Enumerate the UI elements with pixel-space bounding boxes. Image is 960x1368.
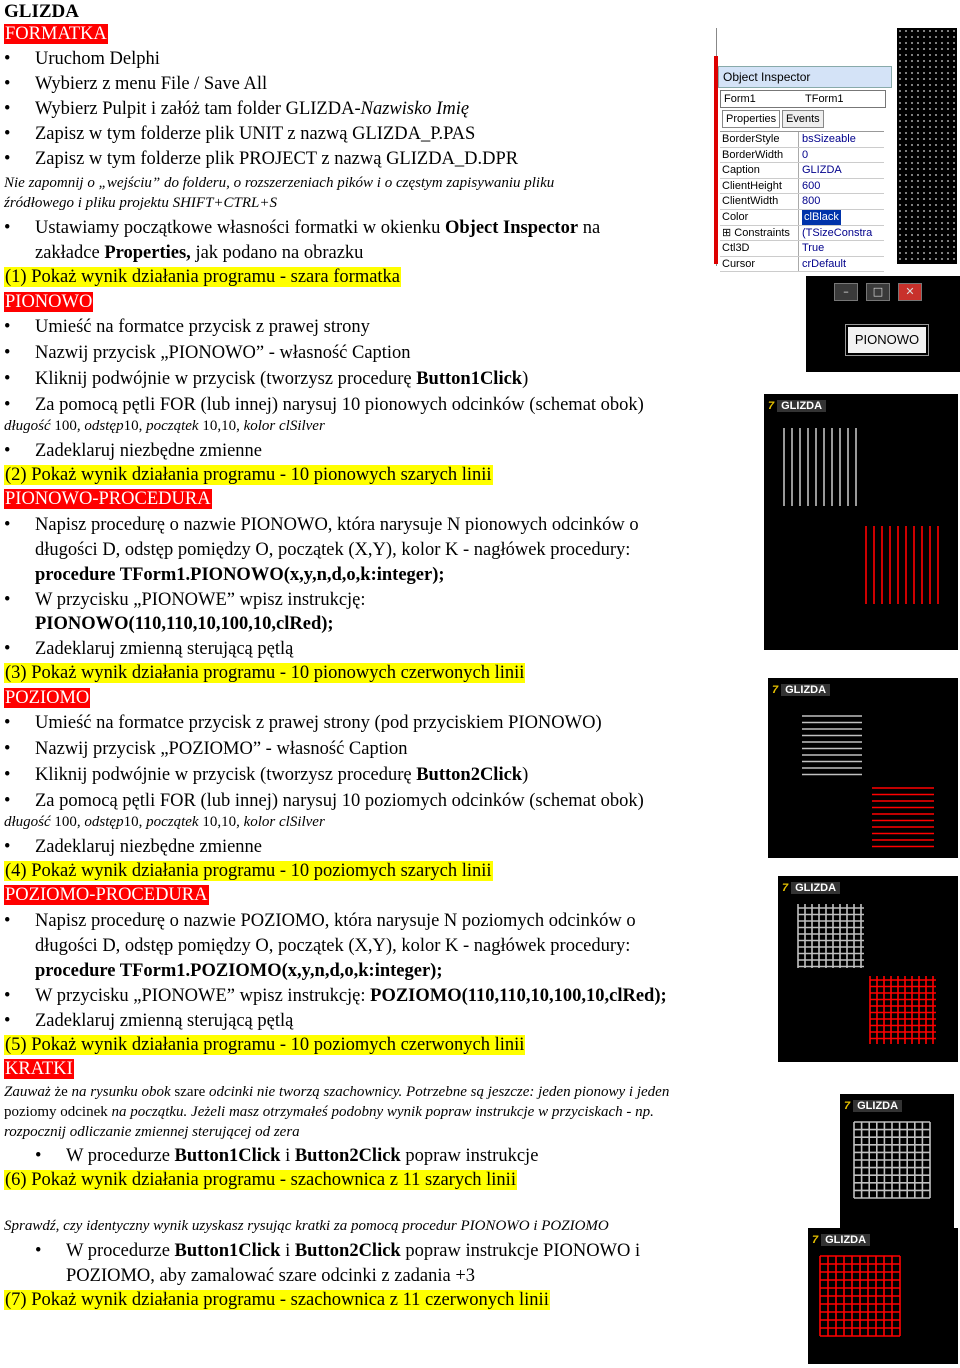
property-value[interactable]: crDefault [802, 257, 847, 270]
window-caption: GLIZDA [853, 1100, 902, 1112]
list-item-italic: Nazwisko Imię [360, 99, 470, 119]
note: Nie zapomnij o „wejściu” do folderu, o rozszerzeniach pików i o częstym zapisywaniu pliku [4, 175, 555, 191]
property-name: ClientWidth [722, 194, 799, 209]
list-item: Nazwij przycisk „PIONOWO” - własność Caption [35, 343, 411, 363]
list-item: Zadeklaruj niezbędne zmienne [35, 837, 263, 857]
section-pionowo: PIONOWO [5, 292, 93, 312]
text: zakładce [35, 243, 105, 263]
text: i [280, 1241, 295, 1261]
window-caption: GLIZDA [777, 400, 826, 412]
text: jak podano na obrazku [190, 243, 364, 263]
list-item: Za pomocą pętli FOR (lub innej) narysuj 10 poziomych odcinków (schemat obok) [35, 791, 644, 811]
window-caption: GLIZDA [791, 882, 840, 894]
property-value[interactable]: clBlack [804, 210, 839, 223]
pionowo-button[interactable]: PIONOWO [846, 325, 928, 355]
property-name: Color [722, 210, 799, 225]
property-row[interactable] [720, 241, 884, 257]
combo-left: Form1 [724, 93, 756, 105]
list-item: Ustawiamy początkowe własności formatki w okienku [35, 218, 445, 238]
list-item: Zapisz w tym folderze plik UNIT z nazwą GLIZDA_P.PAS [35, 124, 476, 144]
task-highlight: (5) Pokaż wynik działania programu - 10 poziomych czerwonych linii [5, 1035, 525, 1055]
bold-text: Button2Click [294, 1241, 401, 1261]
note: Zauważ że na rysunku obok szare odcinki nie tworzą szachownicy. Potrzebne są jeszcze: jeden pionowy i jeden [4, 1084, 670, 1100]
property-row[interactable] [720, 148, 884, 164]
property-row[interactable] [720, 179, 884, 195]
glizda-window-vertical [764, 394, 958, 650]
property-value[interactable]: bsSizeable [802, 133, 856, 145]
delphi-logo-icon: 7 [812, 1234, 819, 1246]
text: popraw instrukcje [400, 1146, 539, 1166]
property-value[interactable]: 800 [802, 195, 821, 208]
text: na [578, 218, 601, 238]
combo-right: TForm1 [805, 93, 844, 105]
form-design-grid [897, 28, 957, 264]
window-caption: GLIZDA [821, 1234, 870, 1246]
property-grid [720, 131, 884, 272]
text: POZIOMO, aby zamalować szare odcinki z zadania +3 [66, 1266, 476, 1286]
maximize-icon[interactable]: □ [866, 283, 890, 301]
task-highlight: (3) Pokaż wynik działania programu - 10 pionowych czerwonych linii [5, 663, 525, 683]
list-item: Wybierz z menu File / Save All [35, 74, 268, 94]
property-row[interactable] [720, 210, 884, 226]
property-name: ClientHeight [722, 179, 799, 194]
bold-text: Properties, [104, 243, 191, 263]
property-row[interactable] [720, 163, 884, 179]
text: ) [522, 765, 529, 785]
list-item: Kliknij podwójnie w przycisk (tworzysz procedurę [35, 765, 417, 785]
list-item: Wybierz Pulpit i załóż tam folder GLIZDA- [35, 99, 361, 119]
list-item: W przycisku „PIONOWE” wpisz instrukcję: [35, 590, 366, 610]
property-value[interactable]: True [802, 242, 825, 255]
property-name: BorderStyle [722, 132, 799, 147]
note: poziomy odcinek na początku. Jeżeli masz otrzymałeś podobny wynik popraw instrukcje w przyciskach - np. [4, 1104, 654, 1120]
text: popraw instrukcje PIONOWO i [400, 1241, 641, 1261]
section-formatka: FORMATKA [5, 24, 107, 44]
delphi-logo-icon: 7 [772, 684, 779, 696]
code-text: POZIOMO(110,110,10,100,10,clRed); [370, 986, 667, 1006]
list-item: Napisz procedurę o nazwie POZIOMO, która narysuje N poziomych odcinków o [35, 911, 636, 931]
section-kratki: KRATKI [5, 1059, 73, 1079]
task-highlight: (6) Pokaż wynik działania programu - szachownica z 11 szarych linii [5, 1170, 516, 1190]
glizda-window-horizontal [768, 678, 958, 858]
list-item: Umieść na formatce przycisk z prawej strony (pod przyciskiem PIONOWO) [35, 713, 602, 733]
note: źródłowego i pliku projektu SHIFT+CTRL+S [4, 195, 278, 211]
bold-text: Button1Click [416, 369, 523, 389]
delphi-logo-icon: 7 [844, 1100, 851, 1112]
property-row[interactable] [720, 194, 884, 210]
property-name: BorderWidth [722, 148, 799, 163]
list-item: W procedurze [66, 1146, 175, 1166]
list-item: Nazwij przycisk „POZIOMO” - własność Caption [35, 739, 408, 759]
tab-properties[interactable]: Properties [722, 110, 780, 128]
note: Sprawdź, czy identyczny wynik uzyskasz rysując kratki za pomocą procedur PIONOWO i POZIOMO [4, 1218, 609, 1234]
property-value[interactable]: 600 [802, 179, 821, 192]
list-item: Zadeklaruj niezbędne zmienne [35, 441, 263, 461]
list-item: Za pomocą pętli FOR (lub innej) narysuj 10 pionowych odcinków (schemat obok) [35, 395, 644, 415]
delphi-logo-icon: 7 [782, 882, 789, 894]
bold-text: Button2Click [416, 765, 523, 785]
property-value[interactable]: (TSizeConstra [802, 226, 873, 239]
text: długości D, odstęp pomiędzy O, początek (X,Y), kolor K - nagłówek procedury: [35, 936, 631, 956]
property-row[interactable] [720, 257, 884, 273]
property-name: ⊞ Constraints [722, 226, 799, 241]
object-inspector-title: Object Inspector [718, 66, 892, 88]
property-value[interactable]: GLIZDA [802, 164, 842, 177]
bold-text: Button1Click [174, 1146, 281, 1166]
section-poziomo: POZIOMO [5, 688, 90, 708]
text: ) [522, 369, 529, 389]
code-text: procedure TForm1.PIONOWO(x,y,n,d,o,k:integer); [35, 565, 445, 585]
list-item: Uruchom Delphi [35, 49, 160, 69]
list-item: Napisz procedurę o nazwie PIONOWO, która narysuje N pionowych odcinków o [35, 515, 639, 535]
property-row[interactable] [720, 226, 884, 242]
task-highlight: (4) Pokaż wynik działania programu - 10 poziomych szarych linii [5, 861, 492, 881]
note: rozpocznij odliczanie zmiennej sterującej od zera [4, 1124, 300, 1140]
bold-text: Object Inspector [444, 218, 579, 238]
task-highlight: (1) Pokaż wynik działania programu - szara formatka [5, 267, 401, 287]
note: długość 100, odstęp10, początek 10,10, kolor clSilver [4, 814, 325, 830]
list-item: Zadeklaruj zmienną sterującą pętlą [35, 1011, 294, 1031]
list-item: Kliknij podwójnie w przycisk (tworzysz procedurę [35, 369, 417, 389]
delphi-logo-icon: 7 [768, 400, 775, 412]
section-pionowo-procedura: PIONOWO-PROCEDURA [5, 489, 211, 509]
tab-events[interactable]: Events [782, 110, 824, 128]
list-item: Umieść na formatce przycisk z prawej strony [35, 317, 370, 337]
glizda-window-silver-board [840, 1094, 954, 1228]
glizda-window-red-board [808, 1228, 958, 1364]
doc-title: GLIZDA [4, 1, 79, 22]
window-caption: GLIZDA [781, 684, 830, 696]
property-row[interactable] [720, 132, 884, 148]
section-poziomo-procedura: POZIOMO-PROCEDURA [5, 885, 208, 905]
text: i [280, 1146, 295, 1166]
task-highlight: (7) Pokaż wynik działania programu - szachownica z 11 czerwonych linii [5, 1290, 549, 1310]
list-item: W procedurze [66, 1241, 175, 1261]
property-name: Cursor [722, 257, 799, 272]
property-name: Ctl3D [722, 241, 799, 256]
close-icon[interactable]: ✕ [898, 283, 922, 301]
property-value[interactable]: 0 [802, 148, 809, 161]
property-name: Caption [722, 163, 799, 178]
component-combo[interactable] [720, 90, 886, 108]
task-highlight: (2) Pokaż wynik działania programu - 10 pionowych szarych linii [5, 465, 492, 485]
bold-text: Button2Click [294, 1146, 401, 1166]
list-item: Zadeklaruj zmienną sterującą pętlą [35, 639, 294, 659]
note: długość 100, odstęp10, początek 10,10, kolor clSilver [4, 418, 325, 434]
list-item: Zapisz w tym folderze plik PROJECT z nazwą GLIZDA_D.DPR [35, 149, 519, 169]
list-item: W przycisku „PIONOWE” wpisz instrukcję: [35, 986, 371, 1006]
code-text: PIONOWO(110,110,10,100,10,clRed); [35, 614, 334, 634]
glizda-window-grid [778, 876, 958, 1062]
code-text: procedure TForm1.POZIOMO(x,y,n,d,o,k:integer); [35, 961, 443, 981]
bold-text: Button1Click [174, 1241, 281, 1261]
text: długości D, odstęp pomiędzy O, początek (X,Y), kolor K - nagłówek procedury: [35, 540, 631, 560]
minimize-icon[interactable]: – [834, 283, 858, 301]
